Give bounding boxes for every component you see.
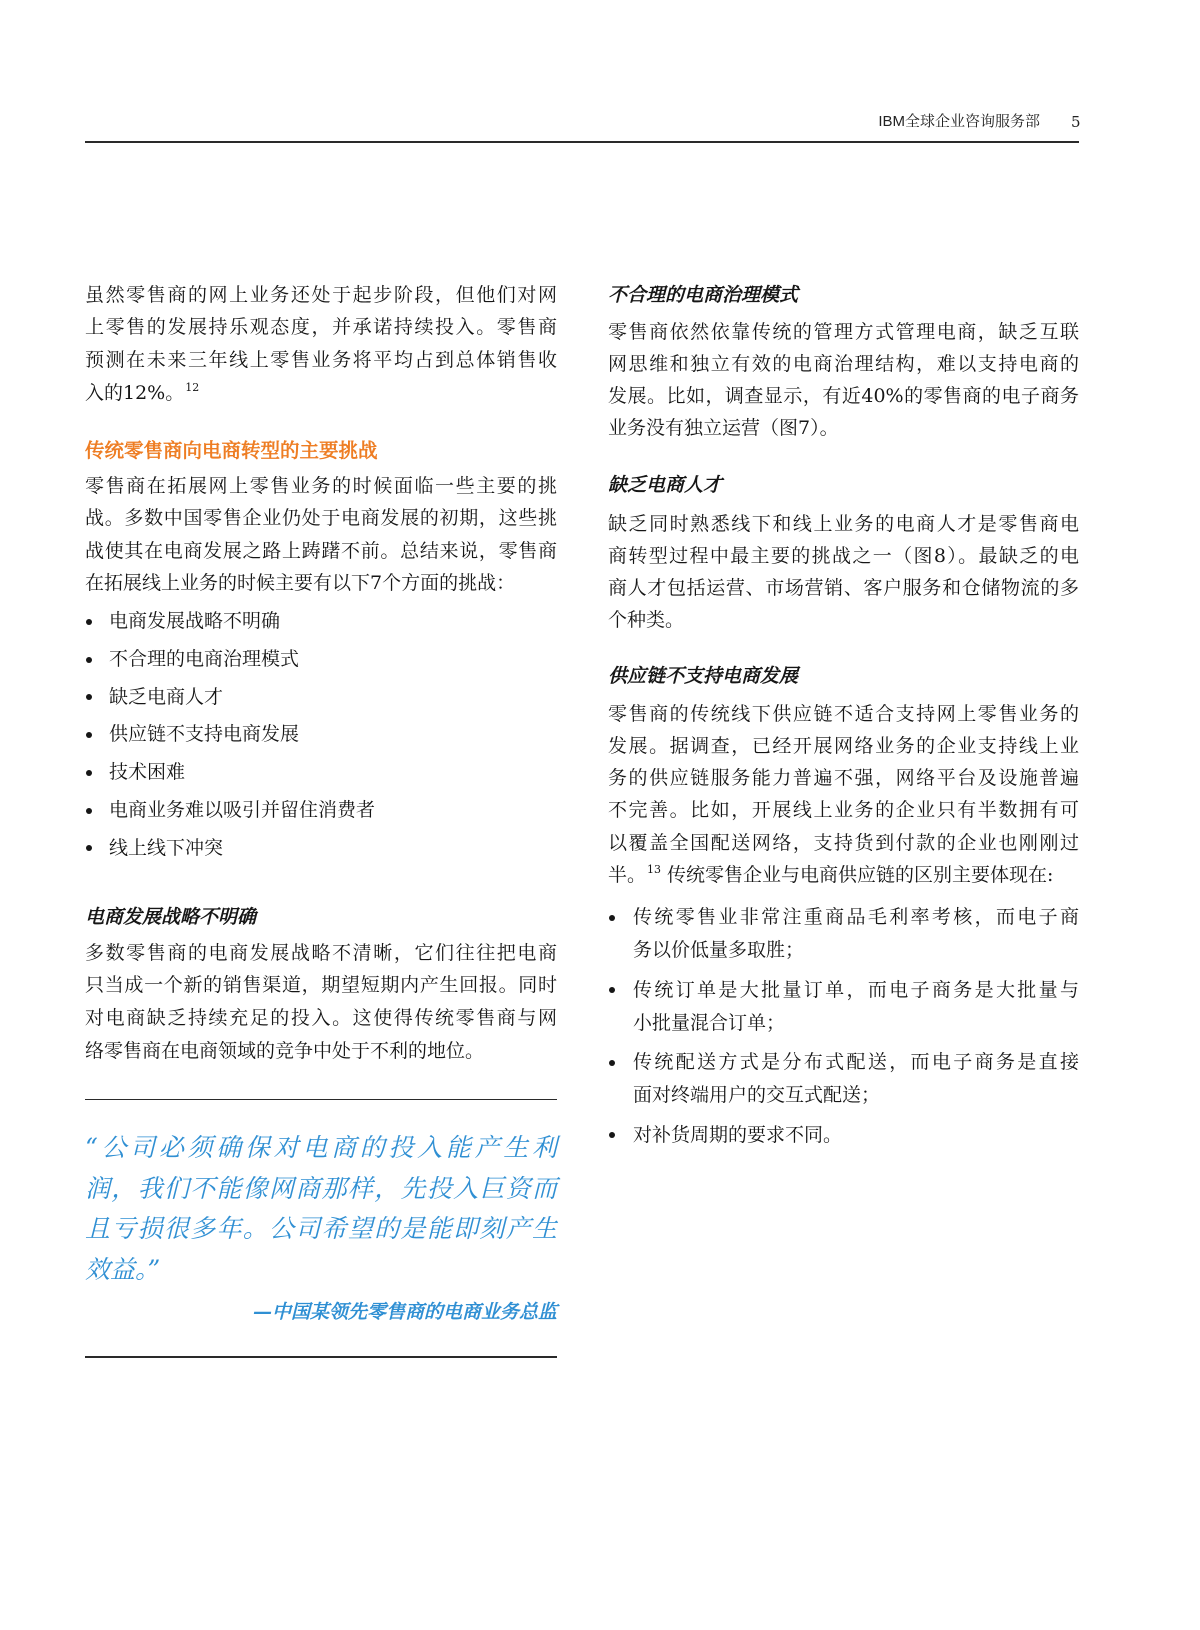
footnote-ref: 13 bbox=[647, 863, 662, 877]
paragraph-line: 缺乏同时熟悉线下和线上业务的电商人才是零售商电 bbox=[608, 512, 1079, 535]
paragraph-line: 战。多数中国零售企业仍处于电商发展的初期，这些挑 bbox=[85, 507, 557, 530]
paragraph-line: 商转型过程中最主要的挑战之一（图8）。最缺乏的电 bbox=[608, 544, 1079, 567]
bullet-icon bbox=[86, 770, 92, 776]
subsection-heading: 电商发展战略不明确 bbox=[85, 906, 257, 929]
paragraph-text: 入的12%。 bbox=[85, 381, 185, 404]
paragraph-line: 只当成一个新的销售渠道，期望短期内产生回报。同时 bbox=[85, 974, 557, 997]
strategy-paragraph bbox=[85, 937, 557, 1068]
paragraph-line: 以覆盖全国配送网络，支持货到付款的企业也刚刚过 bbox=[608, 831, 1079, 854]
paragraph-line: 多数零售商的电商发展战略不清晰，它们往往把电商 bbox=[85, 941, 557, 964]
bullet-icon bbox=[86, 732, 92, 738]
paragraph-line: 零售商在拓展网上零售业务的时候面临一些主要的挑 bbox=[85, 474, 557, 497]
challenge-list bbox=[85, 603, 557, 867]
quote-line: 效益。” bbox=[85, 1255, 161, 1285]
paragraph-line: 个种类。 bbox=[608, 608, 685, 631]
list-item-line: 务以价低量多取胜； bbox=[633, 938, 805, 961]
paragraph-text: 传统零售企业与电商供应链的区别主要体现在: bbox=[661, 864, 1054, 887]
paragraph-line bbox=[608, 859, 1079, 891]
paragraph-line: 在拓展线上业务的时候主要有以下7个方面的挑战： bbox=[85, 572, 516, 595]
pull-quote bbox=[85, 1128, 557, 1291]
paragraph-line: 络零售商在电商领域的竞争中处于不利的地位。 bbox=[85, 1039, 485, 1062]
bullet-icon bbox=[609, 1060, 615, 1066]
quote-top-divider bbox=[85, 1099, 557, 1101]
list-item-line: 传统订单是大批量订单，而电子商务是大批量与 bbox=[633, 978, 1079, 1001]
list-item bbox=[608, 1119, 1079, 1152]
challenges-intro-paragraph bbox=[85, 470, 557, 600]
bullet-icon bbox=[86, 619, 92, 625]
list-item-line: 小批量混合订单； bbox=[633, 1011, 786, 1034]
paragraph-line: 发展。据调查，已经开展网络业务的企业支持线上业 bbox=[608, 734, 1079, 757]
list-item bbox=[608, 974, 1079, 1040]
footnote-ref: 12 bbox=[185, 380, 200, 394]
bullet-icon bbox=[609, 915, 615, 921]
paragraph-line: 对电商缺乏持续充足的投入。这使得传统零售商与网 bbox=[85, 1006, 557, 1029]
supply-chain-paragraph bbox=[608, 698, 1079, 892]
paragraph-line: 发展。比如，调查显示，有近40%的零售商的电子商务 bbox=[608, 384, 1079, 407]
paragraph-line: 战使其在电商发展之路上踌躇不前。总结来说，零售商 bbox=[85, 539, 557, 562]
list-item-line: 传统配送方式是分布式配送，而电子商务是直接 bbox=[633, 1051, 1079, 1074]
bullet-icon bbox=[86, 845, 92, 851]
subsection-heading: 供应链不支持电商发展 bbox=[608, 665, 799, 688]
list-item-text: 技术困难 bbox=[109, 761, 186, 784]
list-item-line: 面对终端用户的交互式配送； bbox=[633, 1084, 881, 1107]
quote-attribution: —中国某领先零售商的电商业务总监 bbox=[252, 1300, 557, 1323]
paragraph-line: 零售商的传统线下供应链不适合支持网上零售业务的 bbox=[608, 702, 1079, 725]
header-divider bbox=[85, 141, 1079, 143]
quote-bottom-divider bbox=[85, 1356, 557, 1358]
list-item bbox=[608, 901, 1079, 967]
list-item-text: 电商发展战略不明确 bbox=[109, 610, 281, 632]
list-item-line: 对补货周期的要求不同。 bbox=[633, 1123, 843, 1146]
paragraph-line: 务的供应链服务能力普遍不强，网络平台及设施普遍 bbox=[608, 767, 1079, 790]
paragraph-line: 商人才包括运营、市场营销、客户服务和仓储物流的多 bbox=[608, 576, 1079, 599]
list-item-text: 不合理的电商治理模式 bbox=[109, 647, 300, 670]
section-heading: 传统零售商向电商转型的主要挑战 bbox=[85, 438, 378, 462]
bullet-icon bbox=[86, 657, 92, 663]
bullet-icon bbox=[86, 694, 92, 700]
bullet-icon bbox=[609, 1132, 615, 1138]
list-item-line: 传统零售业非常注重商品毛利率考核，而电子商 bbox=[633, 906, 1079, 929]
paragraph-line bbox=[85, 377, 557, 410]
governance-paragraph bbox=[608, 317, 1079, 444]
page-number: 5 bbox=[1071, 113, 1081, 131]
paragraph-line: 预测在未来三年线上零售业务将平均占到总体销售收 bbox=[85, 348, 557, 371]
paragraph-line: 虽然零售商的网上业务还处于起步阶段，但他们对网 bbox=[85, 283, 557, 306]
bullet-icon bbox=[86, 808, 92, 814]
list-item bbox=[85, 716, 557, 754]
list-item bbox=[85, 792, 557, 830]
paragraph-text: 半。 bbox=[608, 864, 647, 887]
list-item bbox=[85, 754, 557, 792]
talent-paragraph bbox=[608, 508, 1079, 636]
paragraph-line: 不完善。比如，开展线上业务的企业只有半数拥有可 bbox=[608, 799, 1079, 822]
paragraph-line: 业务没有独立运营（图7）。 bbox=[608, 416, 839, 439]
quote-line: 润，我们不能像网商那样，先投入巨资而 bbox=[85, 1173, 557, 1203]
list-item bbox=[85, 641, 557, 679]
list-item-text: 缺乏电商人才 bbox=[109, 685, 224, 708]
list-item bbox=[85, 679, 557, 717]
paragraph-line: 上零售的发展持乐观态度，并承诺持续投入。零售商 bbox=[85, 316, 557, 339]
list-item-text: 电商业务难以吸引并留住消费者 bbox=[109, 798, 376, 821]
intro-paragraph bbox=[85, 279, 557, 410]
header-organization: IBM全球企业咨询服务部 bbox=[878, 113, 1040, 130]
quote-line: “公司必须确保对电商的投入能产生利 bbox=[85, 1133, 557, 1162]
list-item-text: 线上线下冲突 bbox=[109, 836, 224, 859]
differences-list bbox=[608, 901, 1079, 1159]
list-item-text: 供应链不支持电商发展 bbox=[109, 723, 300, 746]
bullet-icon bbox=[609, 987, 615, 993]
list-item bbox=[85, 603, 557, 641]
list-item bbox=[608, 1046, 1079, 1112]
subsection-heading: 不合理的电商治理模式 bbox=[608, 283, 799, 306]
paragraph-line: 网思维和独立有效的电商治理结构，难以支持电商的 bbox=[608, 352, 1079, 375]
paragraph-line: 零售商依然依靠传统的管理方式管理电商，缺乏互联 bbox=[608, 321, 1079, 344]
quote-line: 且亏损很多年。公司希望的是能即刻产生 bbox=[85, 1214, 557, 1244]
subsection-heading: 缺乏电商人才 bbox=[608, 474, 723, 496]
list-item bbox=[85, 830, 557, 868]
